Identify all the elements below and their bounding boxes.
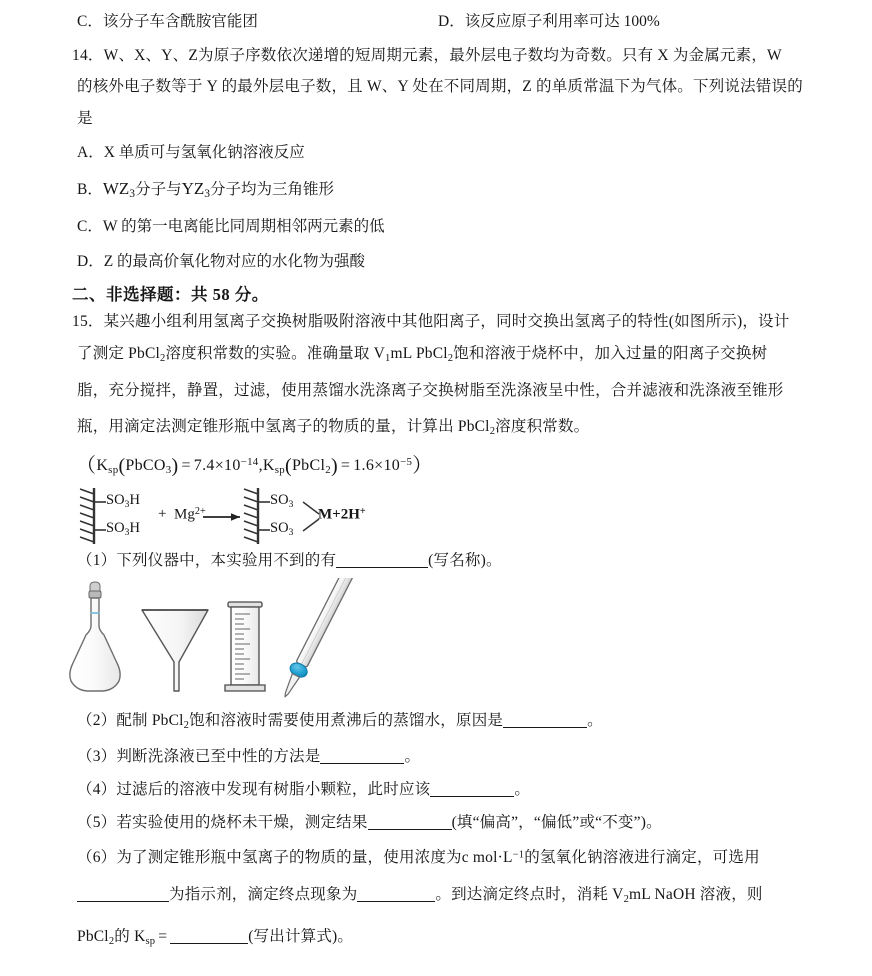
q15-number: 15． bbox=[72, 313, 104, 330]
q15-l4-a: 瓶，用滴定法测定锥形瓶中氢离子的物质的量，计算出 PbCl bbox=[77, 418, 490, 435]
q14-option-b-mid: 分子与 bbox=[135, 181, 182, 198]
ksp2-coef: 1.6 bbox=[353, 457, 375, 474]
q2-suffix: 。 bbox=[587, 712, 603, 729]
ksp2-exp: −5 bbox=[400, 456, 413, 469]
q6-l3-sub: 2 bbox=[108, 935, 115, 947]
q6-l2-b: 。到达滴定终点时，消耗 V bbox=[435, 886, 624, 903]
ksp1-species-close: ) bbox=[171, 455, 179, 477]
ksp2-base: 10 bbox=[383, 457, 401, 474]
so3h-bot-sub: 3 bbox=[124, 526, 130, 538]
q14-number-and-stem-line1 bbox=[72, 47, 782, 66]
q15-l2-d: 饱和溶液于烧杯中，加入过量的阳离子交换树 bbox=[453, 345, 768, 362]
formula2-sub: 3 bbox=[204, 187, 211, 201]
q15-body-line1: 某兴趣小组利用氢离子交换树脂吸附溶液中其他阳离子，同时交换出氢离子的特性(如图所示)，设计 bbox=[103, 313, 790, 330]
q1-suffix: (写名称)。 bbox=[428, 552, 502, 569]
q14-option-b-formula2 bbox=[181, 179, 211, 201]
q5-prefix: （5）若实验使用的烧杯未干燥，测定结果 bbox=[77, 814, 368, 831]
ksp2-species-open: ( bbox=[285, 455, 292, 477]
q6-l1-b: 的氢氧化钠溶液进行滴定，可选用 bbox=[524, 849, 760, 866]
burette-figure bbox=[277, 578, 358, 701]
ksp2-species-close: ) bbox=[330, 455, 338, 477]
mg-base: Mg bbox=[174, 506, 195, 523]
q15-l4-sub: 2 bbox=[489, 425, 496, 437]
ksp1-symbol: K bbox=[96, 457, 109, 474]
q6-l2-c: mL NaOH 溶液，则 bbox=[629, 886, 763, 903]
ksp1-times: × bbox=[214, 457, 225, 474]
q15-body-line2 bbox=[77, 345, 767, 366]
sub-question-3 bbox=[77, 748, 420, 767]
formula1-sub: 3 bbox=[129, 187, 136, 201]
q6-endpoint-blank[interactable] bbox=[357, 901, 435, 902]
q6-l1-a: （6）为了测定锥形瓶中氢离子的物质的量，使用浓度为 bbox=[77, 849, 462, 866]
ksp1-sub: sp bbox=[108, 464, 119, 477]
ksp1-species: PbCO bbox=[125, 457, 166, 474]
ksp2-sub: sp bbox=[274, 464, 286, 477]
apparatus-svg bbox=[60, 578, 390, 706]
ksp1-base: 10 bbox=[224, 457, 241, 474]
so3-bot-base: SO bbox=[270, 520, 289, 536]
q14-number: 14． bbox=[72, 47, 104, 64]
q2-answer-blank[interactable] bbox=[503, 727, 587, 728]
section-heading: 二、非选择题：共 58 分。 bbox=[72, 285, 269, 304]
ksp1-coef: 7.4 bbox=[193, 457, 215, 474]
q6-l3-b: 的 K bbox=[114, 928, 146, 945]
q2-sub: 2 bbox=[183, 719, 190, 731]
scheme-right-sulfonate-bottom bbox=[270, 520, 293, 538]
ksp-open-paren: （ bbox=[76, 455, 97, 477]
ksp2-species: PbCl bbox=[291, 457, 326, 474]
ksp1-eq: = bbox=[181, 457, 191, 474]
product-charge: + bbox=[359, 506, 366, 517]
so3-top-base: SO bbox=[270, 492, 289, 508]
q6-l3-a: PbCl bbox=[77, 928, 109, 945]
q6-conc-exp: −1 bbox=[512, 849, 525, 861]
q6-l2-sub: 2 bbox=[623, 893, 630, 905]
q14-stem-line1: W、X、Y、Z为原子序数依次递增的短周期元素，最外层电子数均为奇数。只有 X 为金属元素，W bbox=[103, 47, 782, 64]
q3-answer-blank[interactable] bbox=[320, 763, 404, 764]
sub-question-6-line1 bbox=[77, 849, 760, 868]
ksp2-eq: = bbox=[340, 457, 351, 474]
sub-question-4 bbox=[77, 781, 530, 800]
ksp2-species-sub: 2 bbox=[325, 464, 331, 477]
q4-answer-blank[interactable] bbox=[430, 796, 514, 797]
q15-l4-b: 溶度积常数。 bbox=[495, 418, 590, 435]
ksp2-symbol: K bbox=[262, 457, 275, 474]
q13-option-c: C．该分子车含酰胺官能团 bbox=[77, 13, 258, 30]
q14-option-b bbox=[77, 177, 334, 200]
q14-option-a: A．X 单质可与氢氧化钠溶液反应 bbox=[77, 144, 305, 161]
product-base: M+2H bbox=[318, 506, 360, 523]
q14-option-b-tail: 分子均为三角锥形 bbox=[210, 181, 335, 198]
q15-l2-sub2: 1 bbox=[385, 352, 391, 364]
ksp-close-paren: ） bbox=[412, 455, 433, 477]
sub-question-5 bbox=[77, 814, 662, 833]
q15-l2-sub3: 2 bbox=[447, 352, 454, 364]
scheme-left-sulfonic-bottom bbox=[106, 520, 140, 538]
sub-question-6-line3 bbox=[77, 928, 353, 949]
q1-answer-blank[interactable] bbox=[336, 567, 428, 568]
so3-top-sub: 3 bbox=[288, 498, 294, 510]
q3-suffix: 。 bbox=[404, 748, 421, 765]
volumetric-flask-figure bbox=[70, 582, 120, 691]
mg-charge: 2+ bbox=[194, 506, 206, 517]
so3h-top-base: SO bbox=[106, 492, 125, 508]
ksp2-times: × bbox=[374, 457, 384, 474]
q15-l2-b: 溶度积常数的实验。准确量取 V bbox=[165, 345, 386, 362]
so3-bot-sub: 3 bbox=[288, 526, 294, 538]
formula1-base: WZ bbox=[102, 179, 130, 198]
q15-body-line3: 脂，充分搅拌，静置，过滤，使用蒸馏水洗涤离子交换树脂至洗涤液呈中性，合并滤液和洗涤液至锥形 bbox=[77, 382, 784, 399]
q6-l3-suffix: (写出计算式)。 bbox=[248, 928, 354, 945]
q5-suffix: (填“偏高”，“偏低”或“不变”)。 bbox=[451, 814, 662, 831]
scheme-reagent-magnesium-ion bbox=[174, 506, 206, 524]
q1-prefix: （1）下列仪器中，本实验用不到的有 bbox=[77, 552, 337, 569]
q14-option-c: C．W 的第一电离能比同周期相邻两元素的低 bbox=[77, 218, 385, 235]
scheme-left-sulfonic-top bbox=[106, 492, 140, 510]
so3h-top-sub: 3 bbox=[124, 498, 130, 510]
q15-number-and-body-line1 bbox=[72, 313, 789, 332]
apparatus-figure-group bbox=[60, 578, 390, 706]
scheme-product-metal-complex bbox=[318, 506, 366, 524]
q4-suffix: 。 bbox=[514, 781, 531, 798]
q14-option-d: D．Z 的最高价氧化物对应的水化物为强酸 bbox=[77, 253, 366, 270]
q4-prefix: （4）过滤后的溶液中发现有树脂小颗粒，此时应该 bbox=[77, 781, 431, 798]
q15-l2-c: mL PbCl bbox=[390, 345, 448, 362]
scheme-plus-sign: + bbox=[158, 506, 167, 522]
q5-answer-blank[interactable] bbox=[368, 829, 452, 830]
so3h-bot-base: SO bbox=[106, 520, 125, 536]
q15-body-line4 bbox=[77, 418, 589, 439]
funnel-figure bbox=[142, 610, 208, 691]
q6-indicator-blank[interactable] bbox=[77, 901, 169, 902]
graduated-cylinder-figure bbox=[225, 602, 265, 691]
formula2-base: YZ bbox=[181, 179, 205, 198]
ksp-given-line bbox=[76, 449, 433, 478]
q6-conc-base: c mol·L bbox=[461, 849, 513, 866]
sub-question-2 bbox=[77, 712, 603, 733]
ksp1-species-open: ( bbox=[118, 455, 126, 477]
q6-ksp-answer-blank[interactable] bbox=[170, 943, 248, 944]
q6-l3-ksub: sp bbox=[145, 935, 156, 947]
q2-prefix-a: （2）配制 PbCl bbox=[77, 712, 184, 729]
so3h-top-tail: H bbox=[129, 492, 140, 508]
q6-l3-eq: = bbox=[158, 928, 168, 945]
sub-question-6-line2 bbox=[77, 886, 763, 907]
q14-stem-line3: 是 bbox=[77, 110, 93, 127]
ksp1-exp: −14 bbox=[240, 456, 259, 469]
ksp-comma: , bbox=[258, 457, 263, 474]
q14-option-b-formula1 bbox=[102, 179, 136, 201]
sub-question-1 bbox=[77, 552, 502, 571]
q14-option-b-label: B． bbox=[77, 181, 103, 198]
ksp1-species-sub: 3 bbox=[165, 464, 172, 477]
q15-l2-a: 了测定 PbCl bbox=[77, 345, 160, 362]
q13-option-d: D．该反应原子利用率可达 100% bbox=[438, 13, 660, 30]
q14-stem-line2: 的核外电子数等于 Y 的最外层电子数，且 W、Y 处在不同周期，Z 的单质常温下为气体。下列说法错误的 bbox=[77, 78, 803, 95]
scheme-right-sulfonate-top bbox=[270, 492, 293, 510]
so3h-bot-tail: H bbox=[129, 520, 140, 536]
q15-l2-sub1: 2 bbox=[160, 352, 166, 364]
q3-prefix: （3）判断洗涤液已至中性的方法是 bbox=[77, 748, 321, 765]
q6-l2-a: 为指示剂，滴定终点现象为 bbox=[169, 886, 358, 903]
q6-concentration bbox=[462, 849, 525, 866]
q2-prefix-b: 饱和溶液时需要使用煮沸后的蒸馏水，原因是 bbox=[189, 712, 504, 729]
ion-exchange-resin-scheme bbox=[72, 486, 412, 548]
